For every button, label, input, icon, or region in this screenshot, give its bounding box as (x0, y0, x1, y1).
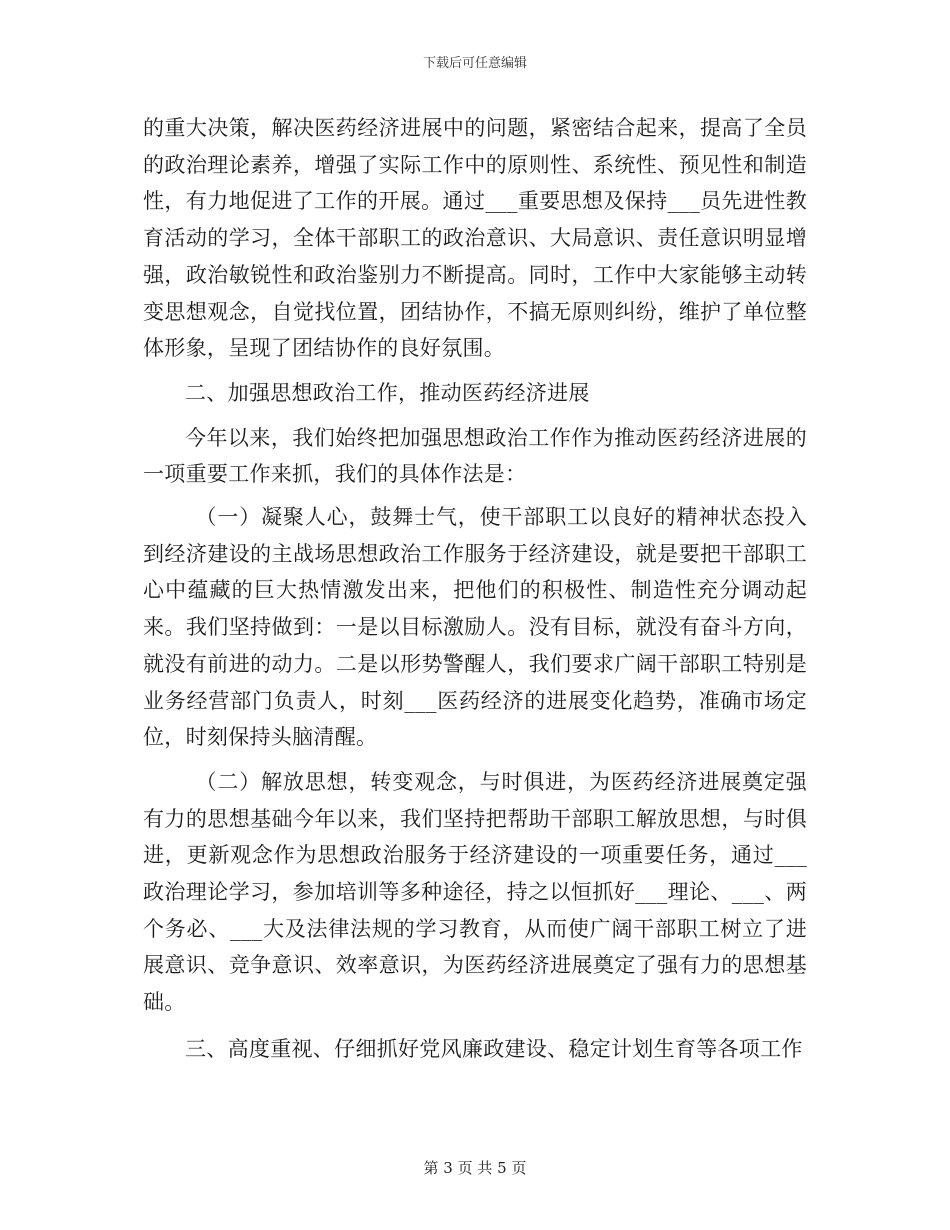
document-body (143, 110, 807, 1068)
paragraph-intro: 今年以来，我们始终把加强思想政治工作作为推动医药经济进展的一项重要工作来抓，我们的具体作法是： (143, 425, 807, 487)
paragraph-continuation: 的重大决策，解决医药经济进展中的问题，紧密结合起来，提高了全员的政治理论素养，增强了实际工作中的原则性、系统性、预见性和制造性，有力地促进了工作的开展。通过___重要思想及保持___员先进性教育活动的学习，全体干部职工的政治意识、大局意识、责任意识明显增强，政治敏锐性和政治鉴别力不断提高。同时，工作中大家能够主动转变思想观念，自觉找位置，团结协作，不搞无原则纠纷，维护了单位整体形象，呈现了团结协作的良好氛围。 (143, 116, 807, 361)
section-heading-3: 三、高度重视、仔细抓好党风廉政建设、稳定计划生育等各项工作 (185, 1036, 803, 1061)
page-header-note: 下载后可任意编辑 (422, 56, 527, 71)
page-number: 第 3 页 共 5 页 (423, 1159, 527, 1177)
paragraph-item-1: （一）凝聚人心，鼓舞士气，使干部职工以良好的精神状态投入到经济建设的主战场思想政治工作服务于经济建设，就是要把干部职工心中蕴藏的巨大热情激发出来，把他们的积极性、制造性充分调动起来。我们坚持做到：一是以目标激励人。没有目标，就没有奋斗方向，就没有前进的动力。二是以形势警醒人，我们要求广阔干部职工特别是业务经营部门负责人，时刻___医药经济的进展变化趋势，准确市场定位，时刻保持头脑清醒。 (143, 505, 807, 750)
paragraph-item-2: （二）解放思想，转变观念，与时俱进，为医药经济进展奠定强有力的思想基础今年以来，我们坚持把帮助干部职工解放思想，与时俱进，更新观念作为思想政治服务于经济建设的一项重要任务，通过___政治理论学习，参加培训等多种途径，持之以恒抓好___理论、___、两个务必、___大及法律法规的学习教育，从而使广阔干部职工树立了进展意识、竞争意识、效率意识，为医药经济进展奠定了强有力的思想基础。 (143, 769, 807, 1015)
section-heading-2: 二、加强思想政治工作，推动医药经济进展 (185, 380, 590, 405)
